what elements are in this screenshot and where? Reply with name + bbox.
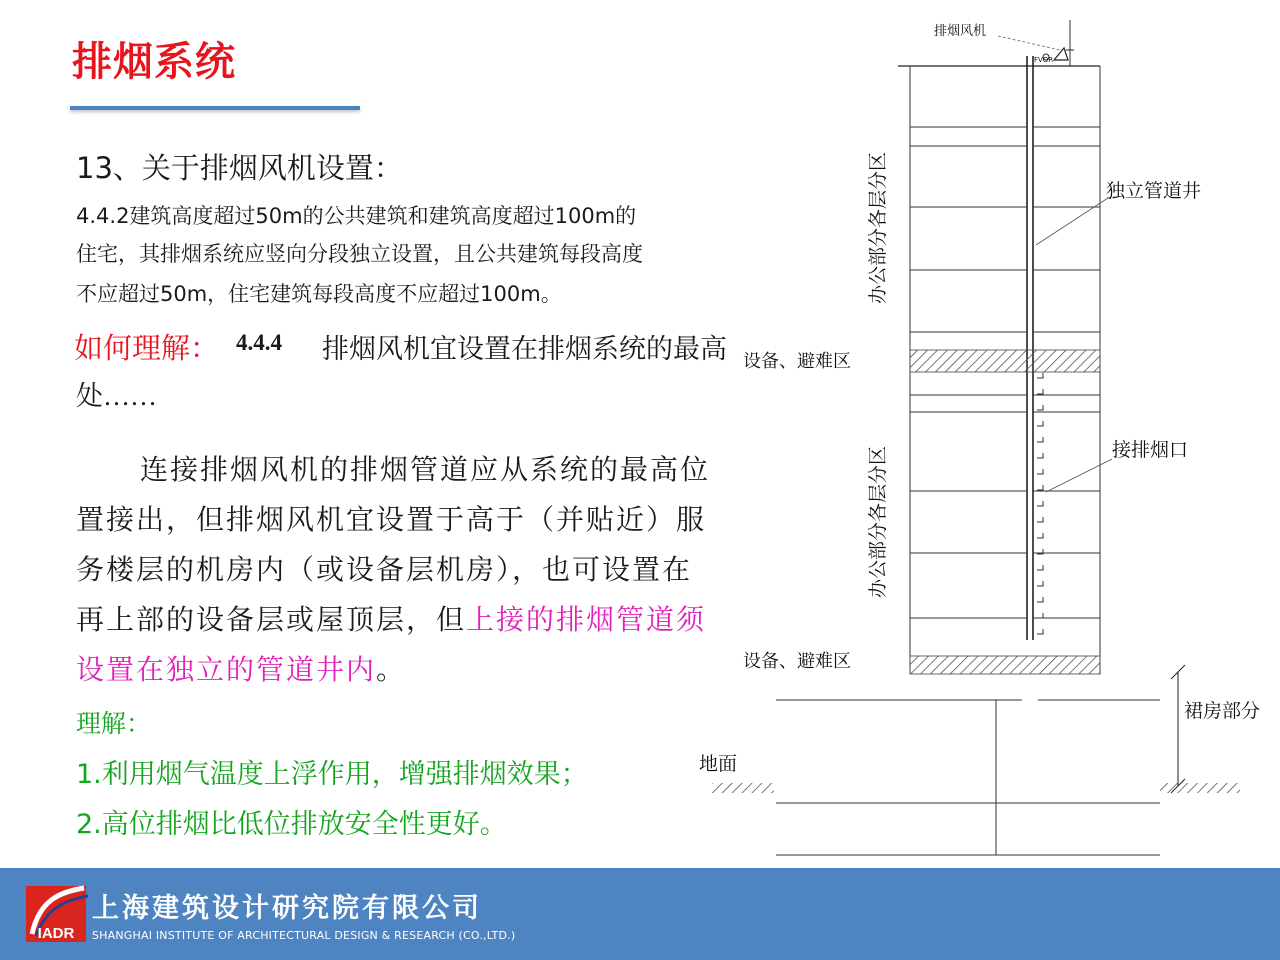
fan-tag: FVOR bbox=[1034, 56, 1054, 64]
podium-floor-lines bbox=[776, 700, 1160, 855]
explanation-line-1: 连接排烟风机的排烟管道应从系统的最高位 bbox=[140, 453, 711, 486]
company-logo bbox=[22, 878, 90, 950]
ground-label: 地面 bbox=[699, 753, 738, 775]
logo-text: IADR bbox=[37, 925, 75, 942]
title-underline bbox=[70, 106, 360, 110]
explanation-line-2: 置接出，但排烟风机宜设置于高于（并贴近）服 bbox=[76, 503, 707, 536]
slide-title: 排烟系统 bbox=[72, 39, 236, 85]
understanding-point-2: 2.高位排烟比低位排放安全性更好。 bbox=[76, 809, 507, 840]
podium-dimension-line bbox=[1171, 665, 1185, 793]
shaft-leader-line bbox=[1036, 198, 1108, 245]
explanation-line-4-plain: 再上部的设备层或屋顶层，但 bbox=[76, 603, 467, 636]
outlet-leader-line bbox=[1046, 459, 1112, 492]
clause-line-3: 不应超过50m，住宅建筑每段高度不应超过100m。 bbox=[76, 282, 562, 306]
how-to-understand-label: 如何理解： bbox=[74, 331, 220, 365]
upper-refuge-floor-hatch bbox=[910, 350, 1100, 372]
explanation-line-5 bbox=[76, 648, 406, 688]
explanation-highlight-2: 设置在独立的管道井内 bbox=[76, 653, 377, 686]
understanding-point-1: 1.利用烟气温度上浮作用，增强排烟效果； bbox=[76, 759, 588, 790]
outlet-label: 接排烟口 bbox=[1112, 439, 1189, 461]
podium-label: 裙房部分 bbox=[1184, 700, 1261, 722]
explanation-line-5-end: 。 bbox=[376, 653, 407, 686]
company-name-chinese: 上海建筑设计研究院有限公司 bbox=[92, 893, 482, 924]
quote-clause-text: 排烟风机宜设置在排烟系统的最高 bbox=[322, 334, 727, 364]
explanation-line-3: 务楼层的机房内（或设备层机房），也可设置在 bbox=[76, 553, 693, 586]
upper-refuge-floor-label: 设备、避难区 bbox=[743, 351, 851, 372]
lower-office-floor-lines bbox=[910, 395, 1100, 618]
clause-line-2: 住宅，其排烟系统应竖向分段独立设置，且公共建筑每段高度 bbox=[76, 242, 643, 266]
smoke-exhaust-section-diagram bbox=[690, 0, 1280, 868]
lower-office-zone-label: 办公部分各层分区 bbox=[867, 445, 889, 598]
lower-refuge-floor-label: 设备、避难区 bbox=[743, 651, 851, 672]
shaft-label: 独立管道井 bbox=[1106, 180, 1202, 202]
lower-refuge-floor-hatch bbox=[910, 656, 1100, 674]
section-heading: 13、关于排烟风机设置： bbox=[76, 151, 403, 185]
company-name-english: SHANGHAI INSTITUTE OF ARCHITECTURAL DESIGN & RESEARCH (CO.,LTD.) bbox=[92, 929, 516, 942]
quote-clause-number: 4.4.4 bbox=[236, 330, 282, 355]
quote-clause-continuation: 处…… bbox=[76, 381, 157, 411]
fan-label: 排烟风机 bbox=[934, 24, 987, 39]
explanation-highlight-1: 上接的排烟管道须 bbox=[466, 603, 707, 636]
understanding-label: 理解： bbox=[76, 709, 152, 738]
explanation-line-4 bbox=[76, 598, 706, 638]
upper-office-zone-label: 办公部分各层分区 bbox=[867, 151, 889, 304]
upper-office-floor-lines bbox=[910, 127, 1100, 332]
clause-line-1: 4.4.2建筑高度超过50m的公共建筑和建筑高度超过100m的 bbox=[76, 204, 637, 228]
ground-hatch-left bbox=[712, 783, 774, 793]
